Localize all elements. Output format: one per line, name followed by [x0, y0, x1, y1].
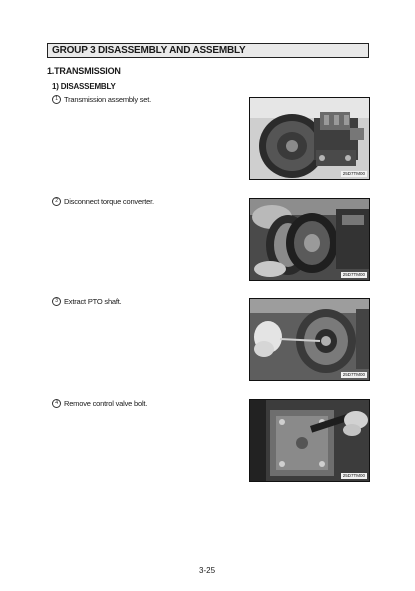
- step-number: 3: [52, 297, 61, 306]
- step-number: 4: [52, 399, 61, 408]
- photo-image: [250, 400, 370, 482]
- photo-code-label: 25D7TM00: [342, 171, 365, 176]
- section-title: 1.TRANSMISSION: [47, 66, 121, 76]
- step-text: Remove control valve bolt.: [64, 399, 148, 408]
- photo-torque-converter: [249, 198, 370, 281]
- photo-transmission-assembly: [249, 97, 370, 180]
- photo-image: [250, 199, 370, 281]
- photo-code-label: 25D7TM00: [342, 272, 365, 277]
- step-text: Disconnect torque converter.: [64, 197, 154, 206]
- step-number: 1: [52, 95, 61, 104]
- photo-code-label: 25D7TM00: [342, 372, 365, 377]
- photo-control-valve: [249, 399, 370, 482]
- step-3: [52, 297, 122, 306]
- photo-code-label: 25D7TM00: [342, 473, 365, 478]
- page-number: 3-25: [199, 566, 216, 575]
- step-text: Transmission assembly set.: [64, 95, 152, 104]
- group-title: GROUP 3 DISASSEMBLY AND ASSEMBLY: [47, 43, 369, 58]
- section-subtitle: 1) DISASSEMBLY: [52, 82, 116, 91]
- step-1: [52, 95, 151, 104]
- step-2: [52, 197, 154, 206]
- photo-image: [250, 98, 370, 180]
- step-text: Extract PTO shaft.: [64, 297, 122, 306]
- photo-pto-shaft: [249, 298, 370, 381]
- photo-image: [250, 299, 370, 381]
- step-number: 2: [52, 197, 61, 206]
- step-4: [52, 399, 147, 408]
